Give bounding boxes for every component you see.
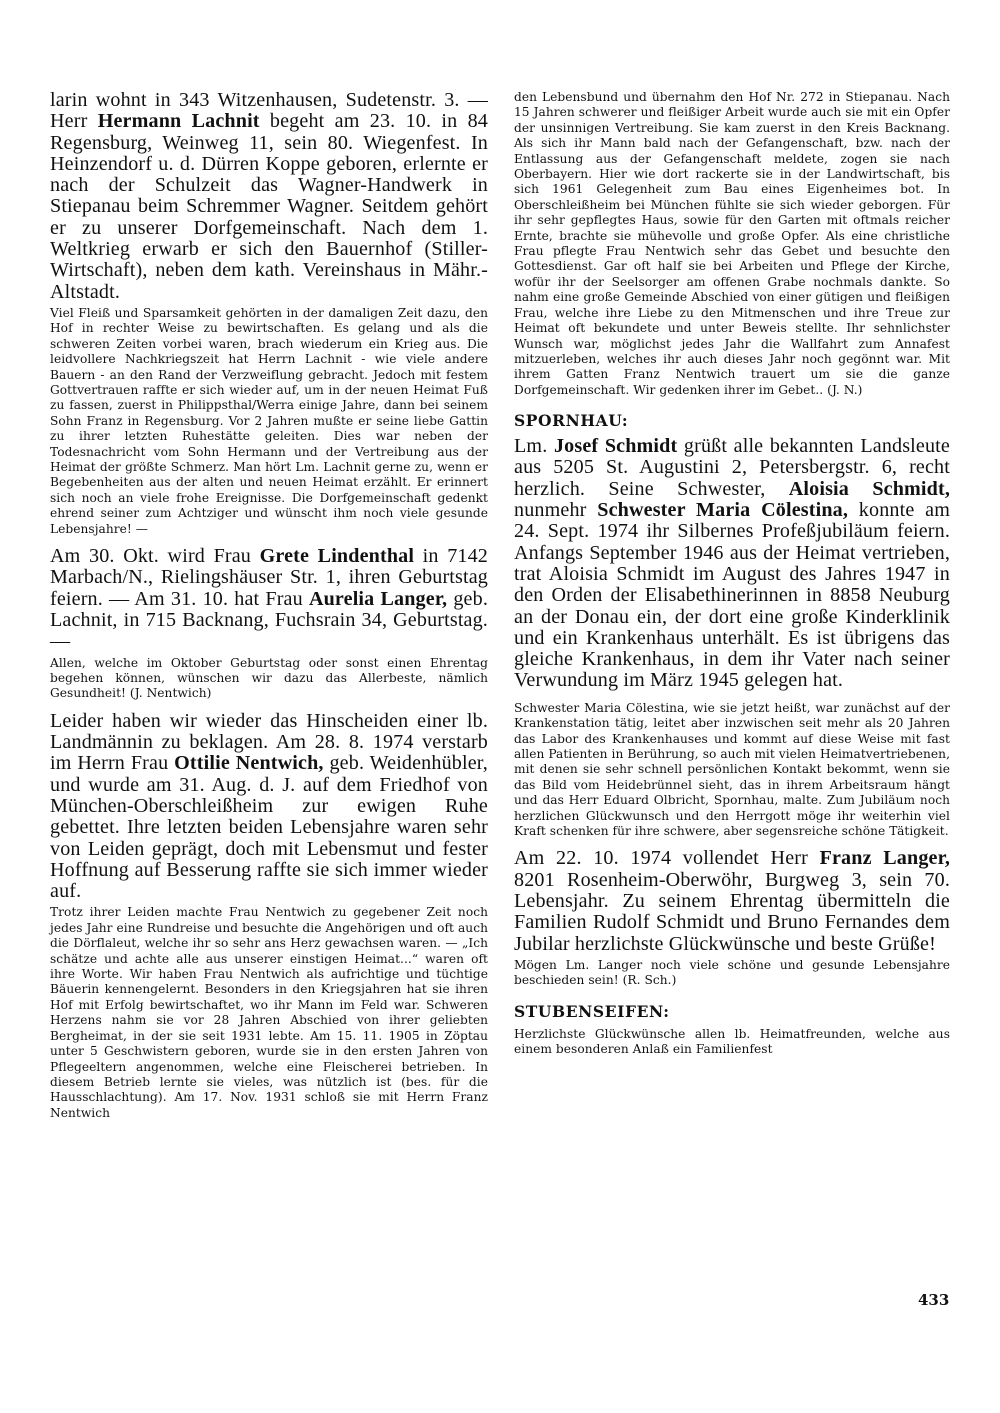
paragraph-lachnit-details: Viel Fleiß und Sparsamkeit gehörten in der damaligen Zeit dazu, den Hof in rechter Weise zu bewirtschaften. Es gelang und als die schweren Zeiten vorbei waren, brach wiederum ein Krieg aus. Die leidvollere Nachkriegszeit hat Herrn Lachnit - wie viele andere Bauern - an den Rand der Verzweiflung gebracht. Jedoch mit festem Gottvertrauen raffte er sich wieder auf, um in der neuen Heimat Fuß zu fassen, zuerst in Philippsthal/Werra einige Jahre, dann bei seinem Sohn Franz in Regensburg. Vor 2 Jahren mußte er seine liebe Gattin zu ihrer letzten Ruhestätte geleiten. Dies war neben der Todesnachricht vom Sohn Hermann und der Vertreibung aus der Heimat der größte Schmerz. Man hört Lm. Lachnit gerne zu, wenn er Begebenheiten aus der alten und neuen Heimat erzählt. Er erinnert sich noch an viele frohe Ereignisse. Die Dorfgemeinschaft gedenkt ehrend seiner zum Achtziger und wünscht ihm noch viele gesunde Lebensjahre! — [50, 305, 488, 536]
paragraph-langer-wishes: Mögen Lm. Langer noch viele schöne und gesunde Lebensjahre beschieden sein! (R. Sch.) [514, 957, 950, 988]
paragraph-franz-langer: Am 22. 10. 1974 vollendet Herr Franz Langer, 8201 Rosenheim-Oberwöhr, Burgweg 3, sein 70. Lebensjahr. Zu seinem Ehrentag übermitteln die Familien Rudolf Schmidt und Bruno Fernandes dem Jubilar herzlichste Glückwünsche und beste Grüße! [514, 847, 950, 955]
name-ottilie-nentwich: Ottilie Nentwich, [174, 752, 324, 775]
paragraph-lachnit-birthday: larin wohnt in 343 Witzenhausen, Sudetenstr. 3. — Herr Hermann Lachnit begeht am 23. 10. in 84 Regensburg, Weinweg 11, sein 80. Wiegenfest. In Heinzendorf u. d. Dürren Koppe geboren, erlernte er nach der Schulzeit das Wagner-Handwerk in Stiepanau beim Schremmer Wagner. Seitdem gehört er zu unserer Dorfgemeinschaft. Nach dem 1. Weltkrieg erwarb er sich den Bauernhof (Stiller-Wirtschaft), neben dem kath. Vereinshaus in Mähr.-Altstadt. [50, 89, 489, 303]
paragraph-obituary-continued: den Lebensbund und übernahm den Hof Nr. 272 in Stiepanau. Nach 15 Jahren schwerer und fleißiger Arbeit wurde auch sie mit ein Opfer der unsinnigen Vertreibung. Sie kam zuerst in den Kreis Backnang. Als sich ihr Mann bald nach der Gefangenschaft, bzw. nach der Entlassung aus der Gefangenschaft meldete, zogen sie nach Oberbayern. Hier wie dort rackerte sie in der Landwirtschaft, bis sich 1961 Gelegenheit zum Bau eines Eigenheimes bot. In Oberschleißheim bei München fühlte sie sich wieder geborgen. Für ihr sehr gepflegtes Haus, sowie für den Garten mit oftmals reicher Ernte, brachte sie mühevolle und große Opfer. Als eine christliche Frau pflegte Frau Nentwich sehr das Gebet und besuchte den Gottesdienst. Gar oft half sie bei Arbeiten und Pflege der Kirche, wofür ihr der Seelsorger am offenen Grabe nochmals dankte. So nahm eine große Gemeinde Abschied von einer gütigen und fleißigen Frau, welche ihre Liebe zu den Mitmenschen und ihre Treue zur Heimat oft bekundete und unter Beweis stellte. Ihr sehnlichster Wunsch war, möglichst jedes Jahr die Wallfahrt zum Annafest mitzuerleben, welches ihr auch dieses Jahr noch gegönnt war. Mit ihrem Gatten Franz Nentwich trauert um sie die ganze Dorfgemeinschaft. Wir gedenken ihrer im Gebet.. (J. N.) [514, 90, 950, 397]
paragraph-obituary-nentwich: Leider haben wir wieder das Hinscheiden einer lb. Landmännin zu beklagen. Am 28. 8. 1974 verstarb im Herrn Frau Ottilie Nentwich, geb. Weidenhübler, und wurde am 31. Aug. d. J. auf dem Friedhof von München-Oberschleißheim zur ewigen Ruhe gebettet. Ihre letzten beiden Lebensjahre waren sehr von Leiden geprägt, doch mit Lebensmut und fester Hoffnung auf Besserung raffte sie sich immer wieder auf. [50, 709, 488, 903]
name-grete-lindenthal: Grete Lindenthal [259, 545, 415, 568]
page-number: 433 [918, 1291, 950, 1309]
name-franz-langer: Franz Langer, [819, 847, 950, 870]
paragraph-october-birthdays: Am 30. Okt. wird Frau Grete Lindenthal in 7142 Marbach/N., Rielingshäuser Str. 1, ihren Geburtstag feiern. — Am 31. 10. hat Frau Aurelia Langer, geb. Lachnit, in 715 Backnang, Fuchsrain 34, Geburtstag. — [50, 545, 488, 653]
section-heading-stubenseifen: STUBENSEIFEN: [514, 1001, 670, 1021]
name-hermann-lachnit: Hermann Lachnit [97, 110, 260, 133]
paragraph-coelestina-details: Schwester Maria Cölestina, wie sie jetzt heißt, war zunächst auf der Krankenstation tätig, leitet aber inzwischen seit mehr als 20 Jahren das Labor des Krankenhauses und kommt auf diese Weise mit fast allen Patienten in Berührung, so auch mit vielen Heimatvertriebenen, mit denen sie sehr schnell persönlichen Kontakt bekommt, wenn sie das Bild vom Heidebrünnel sieht, das in ihrem Arbeitsraum hängt und das Herr Eduard Olbricht, Spornhau, malte. Zum Jubiläum noch herzlichen Glückwunsch und den Herrgott möge ihr weiterhin viel Kraft schenken für ihre schwere, aber segensreiche schöne Tätigkeit. [514, 700, 950, 838]
paragraph-stubenseifen: Herzlichste Glückwünsche allen lb. Heimatfreunden, welche aus einem besonderen Anlaß ein Familienfest [514, 1026, 950, 1057]
paragraph-october-greeting: Allen, welche im Oktober Geburtstag oder sonst einen Ehrentag begehen können, wünschen wir dazu das Allerbeste, nämlich Gesundheit! (J. Nentwich) [50, 655, 488, 701]
right-column [514, 90, 950, 1057]
section-heading-spornhau: SPORNHAU: [514, 411, 629, 431]
left-column [50, 90, 488, 1121]
name-aloisia-schmidt: Aloisia Schmidt, [788, 477, 950, 500]
name-maria-coelestina: Schwester Maria Cölestina, [597, 499, 849, 522]
paragraph-schmidt-greeting: Lm. Josef Schmidt grüßt alle bekannten Landsleute aus 5205 St. Augustini 2, Petersbergstr. 6, recht herzlich. Seine Schwester, Aloisia Schmidt, nunmehr Schwester Maria Cölestina, konnte am 24. Sept. 1974 ihr Silbernes Profeßjubiläum feiern. Anfangs September 1946 aus der Heimat vertrieben, trat Aloisia Schmidt im August des Jahres 1947 in den Orden der Elisabethinerinnen in 8858 Neuburg an der Donau ein, der dort eine große Kinderklinik und ein Krankenhaus unterhält. Es ist übrigens das gleiche Krankenhaus, in dem ihr Vater nach seiner Verwundung im März 1945 gelegen hat. [514, 435, 950, 692]
paragraph-obituary-details: Trotz ihrer Leiden machte Frau Nentwich zu gegebener Zeit noch jedes Jahr eine Rundreise und besuchte die Angehörigen und oft auch die Dörflaleut, welche ihr so sehr ans Herz gewachsen waren. — „Ich schätze und achte alle aus unserer einstigen Heimat...“ waren oft ihre Worte. Wir haben Frau Nentwich als aufrichtige und tüchtige Bäuerin kennengelernt. Besonders in den Kriegsjahren hat sie ihren Hof mit Erfolg bewirtschaftet, wo ihr Mann im Feld war. Schweren Herzens nahm sie vor 28 Jahren Abschied von ihrer geliebten Bergheimat, in der sie seit 1931 lebte. Am 15. 11. 1905 in Zöptau unter 5 Geschwistern geboren, wurde sie in den ersten Jahren von Pflegeeltern angenommen, welche eine Fleischerei betrieben. In diesem Betrieb lernte sie vieles, was nützlich ist (bes. für die Hausschlachtung). Am 17. Nov. 1931 schloß sie mit Herrn Franz Nentwich [50, 905, 488, 1120]
name-aurelia-langer: Aurelia Langer, [308, 587, 448, 610]
name-josef-schmidt: Josef Schmidt [553, 435, 678, 458]
